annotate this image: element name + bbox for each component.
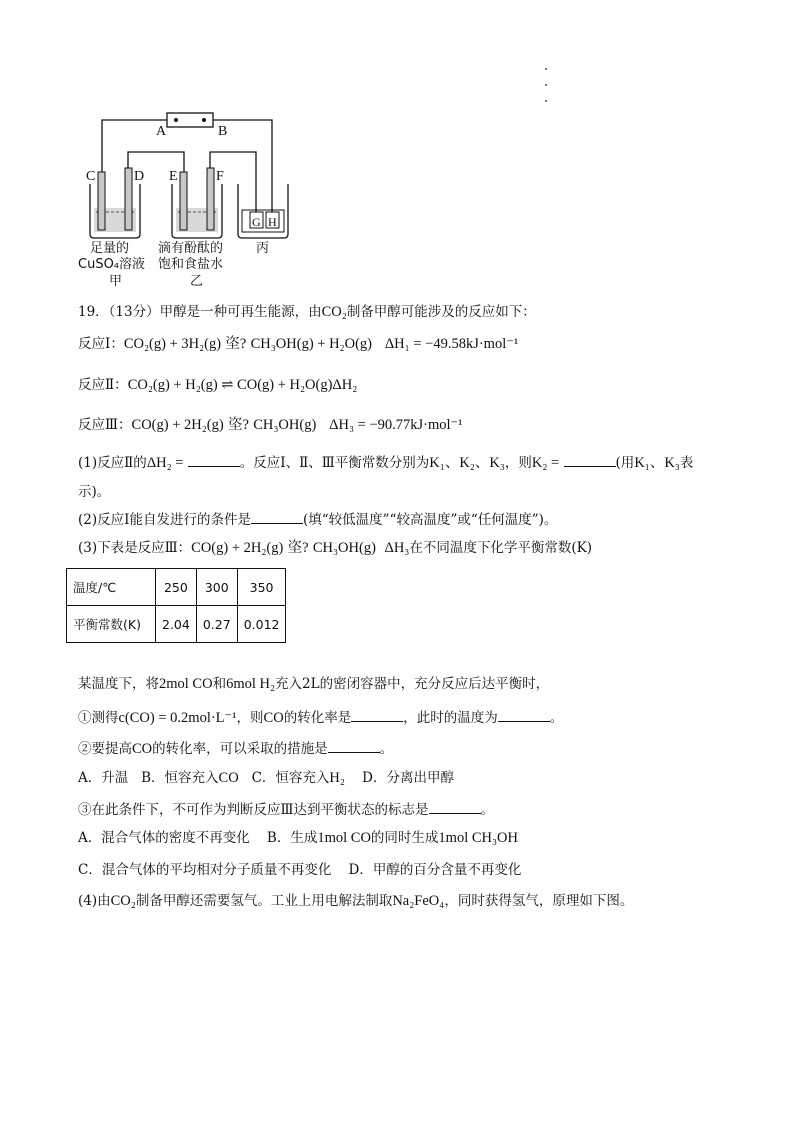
table-cell: 0.012 — [237, 606, 286, 643]
answer-blank-k2 — [564, 452, 616, 467]
table-cell: 温度/℃ — [67, 569, 156, 606]
sub-question-2: ②要提高CO的转化率，可以采取的措施是 。 — [78, 738, 393, 759]
table-cell: 350 — [237, 569, 286, 606]
beaker-jia — [90, 168, 140, 238]
electrolysis-apparatus-diagram — [70, 100, 370, 290]
table-row — [67, 569, 286, 606]
caption-bing: 丙 — [256, 241, 270, 256]
answer-blank-conversion — [351, 707, 403, 722]
option-b: B．生成1mol CO的同时生成1mol CH₃OH — [266, 830, 518, 846]
option-b: B．恒容充入CO — [141, 770, 239, 786]
answer-blank-temperature — [498, 707, 550, 722]
caption-jia-3: 甲 — [109, 274, 123, 289]
part-4: (4)由CO₂制备甲醇还需要氢气。工业上用电解法制取Na₂FeO₄，同时获得氢气，原理如下图。 — [78, 893, 634, 909]
table-cell: 300 — [196, 569, 237, 606]
condition: 某温度下，将2mol CO和6mol H₂充入2L的密闭容器中，充分反应后达平衡时， — [78, 676, 550, 692]
reaction-1: 反应Ⅰ：CO₂(g) + 3H₂(g) 垐? CH₃OH(g) + H₂O(g) ΔH₁ = −49.58kJ·mol⁻¹ — [78, 336, 519, 352]
arrow-1: 垐? — [225, 336, 247, 352]
part-2: (2)反应Ⅰ能自发进行的条件是 (填“较低温度”“较高温度”或“任何温度”)。 — [78, 509, 557, 530]
table-cell: 0.27 — [196, 606, 237, 643]
label-g: G — [252, 215, 261, 229]
table-cell: 250 — [156, 569, 197, 606]
margin-dots — [545, 68, 551, 116]
answer-blank-condition — [251, 509, 303, 524]
label-d: D — [134, 169, 145, 184]
caption-yi-2: 饱和食盐水 — [158, 257, 224, 272]
label-a: A — [156, 124, 167, 139]
part-3: (3)下表是反应Ⅲ：CO(g) + 2H₂(g) 垐? CH₃OH(g) ΔH₃在不同温度下化学平衡常数(K) — [78, 540, 592, 556]
label-f: F — [216, 169, 224, 184]
beaker-bing — [238, 180, 288, 238]
table-cell: 平衡常数(K) — [67, 606, 156, 643]
answer-blank-measure — [328, 738, 380, 753]
sub-question-3: ③在此条件下，不可作为判断反应Ⅲ达到平衡状态的标志是 。 — [78, 799, 494, 820]
answer-blank-dh2 — [188, 452, 240, 467]
power-supply — [167, 113, 213, 127]
sub-question-1: ①测得c(CO) = 0.2mol·L⁻¹，则CO的转化率是 ，此时的温度为 。 — [78, 707, 563, 728]
table-row — [67, 606, 286, 643]
sub-question-2-options — [78, 768, 454, 788]
caption-yi-3: 乙 — [190, 274, 204, 289]
label-e: E — [169, 169, 178, 184]
caption-jia-1: 足量的 — [90, 241, 130, 256]
option-a: A．混合气体的密度不再变化 — [78, 830, 250, 846]
option-d: D．甲醇的百分含量不再变化 — [348, 862, 522, 878]
caption-jia-2: CuSO₄溶液 — [78, 257, 146, 272]
option-c: C．恒容充入H₂ — [251, 770, 345, 786]
caption-yi-1: 滴有酚酞的 — [158, 241, 224, 256]
equilibrium-constant-table — [66, 568, 286, 643]
option-a: A．升温 — [78, 770, 129, 786]
table-cell: 2.04 — [156, 606, 197, 643]
option-d: D．分离出甲醇 — [362, 770, 454, 786]
reaction-3: 反应Ⅲ：CO(g) + 2H₂(g) 垐? CH₃OH(g) ΔH₃ = −90.77kJ·mol⁻¹ — [78, 417, 463, 433]
sub-question-3-options-cd — [78, 860, 521, 880]
label-c: C — [86, 169, 96, 184]
reaction-2: 反应Ⅱ：CO₂(g) + H₂(g) ⇌ CO(g) + H₂O(g)ΔH₂ — [78, 377, 358, 393]
label-b: B — [218, 124, 228, 139]
q19-intro: 19．（13分）甲醇是一种可再生能源，由CO₂制备甲醇可能涉及的反应如下： — [78, 304, 536, 320]
part-1-cont: 示)。 — [78, 484, 111, 500]
arrow-3: 垐? — [228, 417, 249, 433]
part-1: (1)反应Ⅱ的ΔH₂ = 。反应Ⅰ、Ⅱ、Ⅲ平衡常数分别为K₁、K₂、K₃，则K₂ = (用K₁、K₃表 — [78, 452, 693, 473]
sub-question-3-options-ab — [78, 828, 518, 848]
label-h: H — [268, 215, 277, 229]
option-c: C．混合气体的平均相对分子质量不再变化 — [78, 862, 332, 878]
beaker-yi — [172, 168, 222, 238]
answer-blank-indicator — [429, 799, 481, 814]
